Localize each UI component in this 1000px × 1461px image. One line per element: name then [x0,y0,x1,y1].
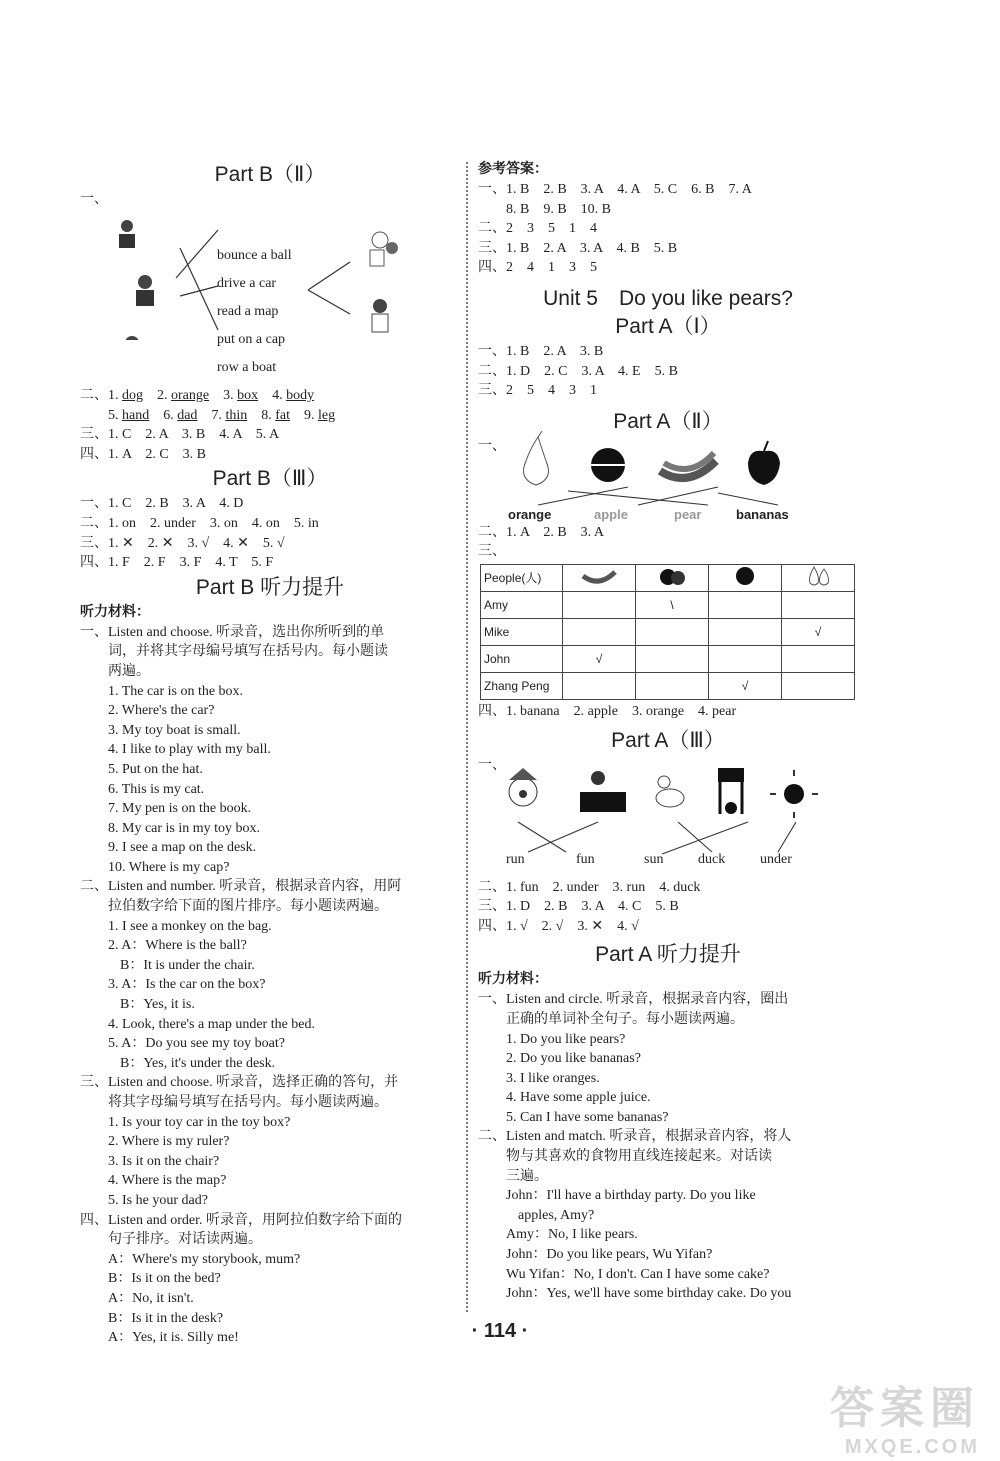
table-cell-mark [709,591,782,618]
question-number: 一、 [80,192,108,207]
listening-item: 4. Where is the map? [108,1173,227,1189]
listening-item: Amy：No, I like pears. [506,1227,638,1243]
listening-item: John：I'll have a birthday party. Do you like [506,1188,756,1204]
question-number: 一、 [478,757,506,773]
listening-item: 3. A：Is the car on the box? [108,977,266,993]
listening-item: Wu Yifan：No, I don't. Can I have some cake? [506,1266,770,1282]
word-picture-matching [478,756,858,867]
figure-boy-drive [119,220,135,248]
listening-item: 2. A：Where is the ball? [108,938,247,954]
table-cell-mark [636,645,709,672]
answer-line: 8. B 9. B 10. B [506,201,612,217]
match-line [778,822,796,852]
chair-icon [718,768,744,814]
preference-table-body [481,591,855,699]
listening-item: 6. This is my cat. [108,781,205,797]
section-instruction: 二、Listen and number. 听录音，根据录音内容，用阿 [80,879,402,895]
sound-word: under [760,851,792,867]
match-line [568,491,708,505]
boy-running-icon [580,771,626,812]
sound-word: fun [576,851,595,867]
match-line [308,290,350,314]
answer-line: 三、1. C 2. A 3. B 4. A 5. A [80,427,280,443]
section-instruction: 词，并将其字母编号填写在括号内。每小题读 [108,644,388,660]
left-column [80,160,460,1348]
table-row [481,591,855,618]
duck-icon [656,776,684,807]
part-b-listening-title: Part B 听力提升 [195,575,345,599]
fruit-figure [478,431,858,517]
table-cell-mark: √ [709,672,782,699]
section-instruction: 一、Listen and circle. 听录音，根据录音内容，圈出 [478,992,789,1008]
unit-title: Unit 5 Do you like pears? [543,286,793,310]
table-cell-mark [709,618,782,645]
listening-item: A：Yes, it is. Silly me! [108,1330,239,1346]
listening-item: 5. Can I have some bananas? [506,1109,669,1125]
section-instruction: 句子排序。对话读两遍。 [108,1232,262,1248]
answer-line: 二、1. D 2. C 3. A 4. E 5. B [478,363,678,379]
pear-icon [524,431,549,485]
part-b2-matching [80,190,460,375]
preference-table [480,564,855,700]
pear-icon [782,564,855,591]
apple-icon [636,564,709,591]
figure-boy-read [136,275,154,306]
part-a2-title: Part A（Ⅱ） [613,409,723,433]
listening-item: 3. Is it on the chair? [108,1153,220,1169]
part-a-listening-title: Part A 听力提升 [595,943,741,967]
answer-line: 二、1. on 2. under 3. on 4. on 5. in [80,515,319,531]
table-row [481,618,855,645]
answer-line: 四、1. A 2. C 3. B [80,446,207,462]
banana-icon [660,453,716,478]
orange-icon [591,448,625,482]
sound-figure [478,756,858,864]
table-cell-mark [709,645,782,672]
listening-item: B：Yes, it is. [120,997,195,1013]
answers-label: 参考答案： [478,162,548,177]
listening-item: 5. A：Do you see my toy boat? [108,1036,285,1052]
answer-line: 二、1. fun 2. under 3. run 4. duck [478,879,701,895]
match-line [528,822,598,852]
table-cell-name: Zhang Peng [481,672,563,699]
listening-item: B：Yes, it's under the desk. [120,1055,276,1071]
section-instruction: 四、Listen and order. 听录音，用阿拉伯数字给下面的 [80,1212,402,1228]
answer-line: 四、1. √ 2. √ 3. ✕ 4. √ [478,918,639,934]
listening-item: 4. Have some apple juice. [506,1090,651,1106]
watermark-logo: 答案圈 [830,1384,980,1433]
listening-item: 4. Look, there's a map under the bed. [108,1016,316,1032]
listening-item: 9. I see a map on the desk. [108,840,257,856]
listening-item: 10. Where is my cap? [108,859,230,875]
listening-items-1 [80,682,460,878]
section-instruction: 物与其喜欢的食物用直线连接起来。对话读 [506,1149,772,1165]
answer-line: 三、1. D 2. B 3. A 4. C 5. B [478,899,679,915]
phrase: drive a car [217,276,277,291]
match-line [180,248,218,330]
part-b3-title: Part B（Ⅲ） [212,467,328,491]
fruit-word: bananas [736,506,789,522]
apple-icon [748,441,780,485]
listening-item: 4. I like to play with my ball. [108,742,271,758]
phrase: put on a cap [217,332,286,347]
answer-line: 二、1. A 2. B 3. A [478,524,605,540]
phrase: bounce a ball [217,248,292,263]
listening-items-2 [478,1186,858,1304]
table-cell-name: Mike [481,618,563,645]
table-cell-mark [636,672,709,699]
section-instruction: 二、Listen and match. 听录音，根据录音内容，将人 [478,1129,792,1145]
match-line [718,493,778,505]
table-cell-name: John [481,645,563,672]
listening-item: A：Where's my storybook, mum? [108,1251,301,1267]
phrase: read a map [217,304,279,319]
watermark [830,1372,980,1459]
listening-item: 8. My car is in my toy box. [108,820,261,836]
sun-icon [770,770,818,818]
listening-item: 1. I see a monkey on the bag. [108,918,272,934]
table-cell-mark [563,672,636,699]
sound-word: run [506,851,525,867]
part-a1-title: Part A（Ⅰ） [615,314,721,338]
banana-icon [563,564,636,591]
listening-item: B：Is it in the desk? [108,1310,224,1326]
listening-item: apples, Amy? [518,1207,595,1223]
listening-item: 5. Put on the hat. [108,761,203,777]
listening-item: 2. Where's the car? [108,703,215,719]
watermark-url: MXQE.COM [844,1436,980,1458]
table-cell-mark [782,672,855,699]
section-instruction: 将其字母编号填写在括号内。每小题读两遍。 [108,1095,388,1110]
match-line [308,262,350,290]
figure-boy-cap [372,299,388,332]
table-cell-mark [782,591,855,618]
table-row [481,672,855,699]
listening-label: 听力材料： [478,972,548,988]
answer-line: 二、2 3 5 1 4 [478,221,597,237]
listening-item: A：No, it isn't. [108,1290,194,1306]
listening-item: 5. Is he your dad? [108,1192,208,1208]
sound-word: duck [698,851,726,867]
match-line [180,286,218,296]
answer-line: 四、1. banana 2. apple 3. orange 4. pear [478,703,737,719]
fruit-word: orange [508,506,552,522]
answer-line: 三、1. B 2. A 3. A 4. B 5. B [478,240,678,256]
answer-line: 一、1. B 2. B 3. A 4. A 5. C 6. B 7. A [478,182,752,197]
listening-item: 1. Do you like pears? [506,1031,626,1047]
sound-word: sun [644,851,664,867]
listening-item: 7. My pen is on the book. [108,801,252,817]
answer-line: 三、2 5 4 3 1 [478,383,597,399]
fruit-matching [478,437,858,523]
figure-girl-row [124,336,139,340]
section-instruction: 三遍。 [506,1168,548,1184]
phrase: row a boat [217,360,277,375]
orange-icon [709,564,782,591]
answer-line: 四、1. F 2. F 3. F 4. T 5. F [80,555,274,571]
fruit-word: apple [594,506,628,522]
section-instruction: 拉伯数字给下面的图片排序。每小题读两遍。 [108,899,388,915]
fruit-word: pear [674,506,702,522]
part-a3-title: Part A（Ⅲ） [611,728,725,752]
answer-line: 四、2 4 1 3 5 [478,260,597,276]
column-divider [466,162,468,1312]
page-number: · 114 · [471,1320,529,1342]
section-instruction: 两遍。 [108,663,150,679]
section-instruction: 正确的单词补全句子。每小题读两遍。 [506,1011,744,1027]
answer-line: 三、1. ✕ 2. ✕ 3. √ 4. ✕ 5. √ [80,535,285,551]
table-cell-mark [636,618,709,645]
listening-item: 3. I like oranges. [506,1070,600,1086]
clown-icon [509,768,537,806]
listening-item: B：Is it on the bed? [108,1271,221,1287]
listening-label: 听力材料： [80,604,150,620]
listening-items-3 [80,1113,460,1211]
listening-item: 1. The car is on the box. [108,683,244,699]
table-cell-mark: √ [782,618,855,645]
answer-line: 一、1. B 2. A 3. B [478,343,604,359]
answer-line: 一、1. C 2. B 3. A 4. D [80,496,244,512]
listening-item: John：Do you like pears, Wu Yifan? [506,1247,713,1263]
listening-items-2 [80,917,460,1074]
table-cell-mark [782,645,855,672]
listening-item: 3. My toy boat is small. [108,722,241,738]
answer-line: 5. hand 6. dad 7. thin 8. fat 9. leg [108,407,336,423]
table-cell-mark: \ [636,591,709,618]
table-row [481,645,855,672]
part-b2-title: Part B（Ⅱ） [214,163,326,186]
right-column [478,160,858,1304]
listening-item: 2. Do you like bananas? [506,1051,641,1067]
table-header-people: People(人) [481,564,563,591]
table-cell-name: Amy [481,591,563,618]
figure-kids-ball [370,232,398,266]
table-cell-mark [563,591,636,618]
section-instruction: 三、Listen and choose. 听录音，选择正确的答句，并 [80,1075,399,1091]
match-line [518,822,566,852]
listening-item: John：Yes, we'll have some birthday cake. Do you [506,1286,792,1302]
listening-item: 2. Where is my ruler? [108,1134,230,1150]
listening-items-1 [478,1030,858,1128]
table-cell-mark [563,618,636,645]
answer-line: 二、1. dog 2. orange 3. box 4. body [80,388,315,403]
section-instruction: 一、Listen and choose. 听录音，选出你所听到的单 [80,624,385,640]
table-cell-mark: √ [563,645,636,672]
listening-item: B：It is under the chair. [120,957,255,973]
question-number: 三、 [478,544,506,560]
question-number: 一、 [478,438,506,454]
listening-item: 1. Is your toy car in the toy box? [108,1114,291,1130]
table-header-row [481,564,855,591]
